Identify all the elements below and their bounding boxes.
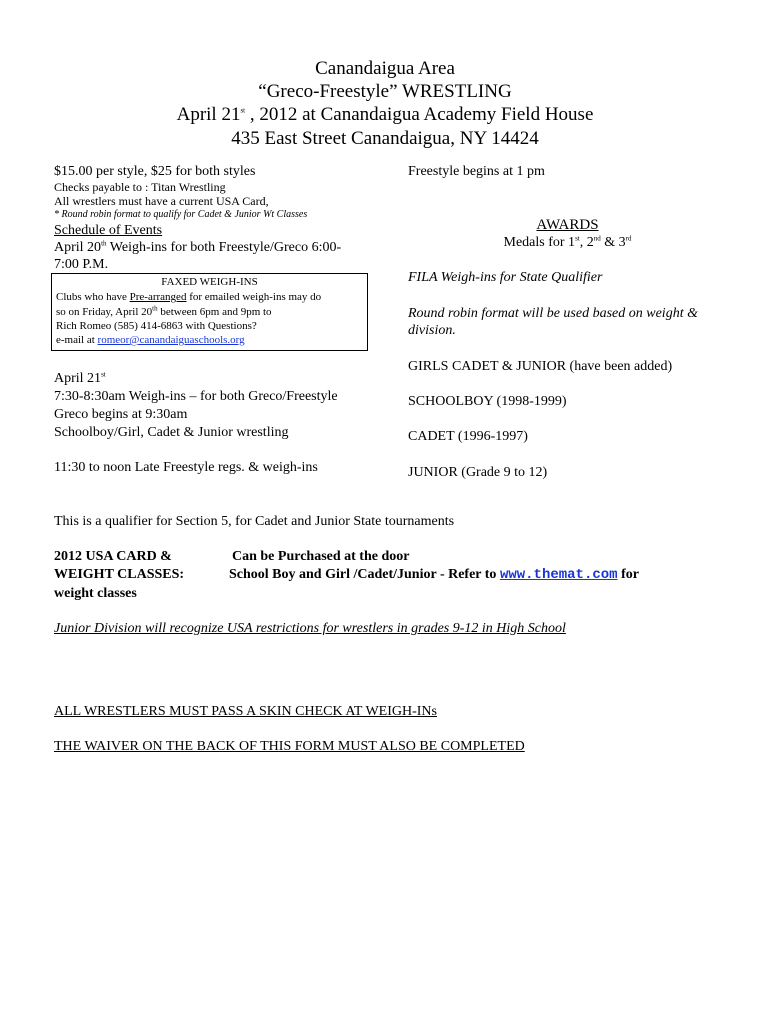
refer-text bbox=[229, 566, 639, 584]
qualifier-text: This is a qualifier for Section 5, for Cadet and Junior State tournaments bbox=[54, 514, 455, 529]
waiver-notice: THE WAIVER ON THE BACK OF THIS FORM MUST ALSO BE COMPLETED bbox=[54, 739, 525, 754]
junior-division: JUNIOR (Grade 9 to 12) bbox=[408, 465, 548, 480]
faxed-line-3: Rich Romeo (585) 414-6863 with Questions? bbox=[56, 320, 257, 332]
cadet-division: CADET (1996-1997) bbox=[408, 429, 528, 444]
schoolboy-division: SCHOOLBOY (1998-1999) bbox=[408, 394, 567, 409]
refer-pre: School Boy and Girl /Cadet/Junior - Refer to bbox=[229, 567, 500, 582]
april-21-suffix: st bbox=[101, 370, 106, 379]
usa-card-label-2: WEIGHT CLASSES: bbox=[54, 567, 185, 582]
faxed-line-1-pre: Clubs who have bbox=[56, 291, 130, 303]
medals-mid-2: & 3 bbox=[600, 235, 626, 250]
faxed-weighins-title: FAXED WEIGH-INS bbox=[161, 276, 258, 288]
round-robin-line-2: division. bbox=[408, 323, 456, 338]
girls-division: GIRLS CADET & JUNIOR (have been added) bbox=[408, 359, 673, 374]
faxed-line-2 bbox=[56, 306, 272, 319]
medals-sup-3: rd bbox=[625, 234, 632, 243]
faxed-line-2-suffix: th bbox=[152, 304, 158, 313]
usa-card-text: All wrestlers must have a current USA Card, bbox=[54, 194, 269, 208]
junior-division-note: Junior Division will recognize USA restrictions for wrestlers in grades 9-12 in High School bbox=[54, 621, 566, 636]
awards-heading: AWARDS bbox=[536, 217, 599, 233]
themat-link[interactable]: www.themat.com bbox=[499, 567, 618, 583]
header-venue: , 2012 at Canandaigua Academy Field House bbox=[245, 104, 594, 125]
header-date: April 21 bbox=[176, 104, 241, 125]
header-line-4: 435 East Street Canandaigua, NY 14424 bbox=[231, 128, 539, 149]
medals-text bbox=[405, 234, 730, 251]
faxed-line-2-pre: so on Friday, April 20 bbox=[56, 306, 153, 318]
usa-card-label-3: weight classes bbox=[54, 586, 137, 601]
april-21-weighins-time: 7:30-8:30am Weigh-ins bbox=[54, 389, 186, 404]
freestyle-begins: Freestyle begins at 1 pm bbox=[408, 164, 545, 179]
purchase-text: Can be Purchased at the door bbox=[232, 549, 410, 564]
usa-card-label-1: 2012 USA CARD & bbox=[54, 549, 172, 564]
faxed-line-4 bbox=[56, 334, 245, 347]
april-20-suffix: th bbox=[101, 239, 107, 248]
medals-sup-2: nd bbox=[593, 234, 601, 243]
header-line-2: “Greco-Freestyle” WRESTLING bbox=[258, 81, 512, 102]
april-20-date: April 20 bbox=[54, 240, 102, 255]
header-date-suffix: st bbox=[240, 106, 246, 115]
april-20-time: 7:00 P.M. bbox=[54, 257, 109, 272]
fee-text: $15.00 per style, $25 for both styles bbox=[54, 164, 256, 179]
april-21-date: April 21 bbox=[54, 371, 102, 386]
faxed-line-2-post: between 6pm and 9pm to bbox=[157, 306, 272, 318]
medals-mid-1: , 2 bbox=[579, 235, 594, 250]
round-robin-line-1: Round robin format will be used based on weight & bbox=[408, 306, 698, 321]
april-20-weighins bbox=[54, 239, 341, 256]
faxed-line-1 bbox=[56, 291, 321, 304]
round-robin-note: * Round robin format to qualify for Cadet & Junior Wt Classes bbox=[54, 209, 308, 220]
header-line-3 bbox=[0, 104, 770, 126]
schedule-heading: Schedule of Events bbox=[54, 223, 163, 238]
skin-check-notice: ALL WRESTLERS MUST PASS A SKIN CHECK AT WEIGH-INs bbox=[54, 704, 437, 719]
april-21-heading bbox=[54, 370, 106, 387]
april-21-weighins bbox=[54, 388, 338, 405]
divisions-text: Schoolboy/Girl, Cadet & Junior wrestling bbox=[54, 425, 289, 440]
email-link[interactable]: romeor@canandaiguaschools.org bbox=[97, 334, 245, 346]
medals-pre: Medals for 1 bbox=[503, 235, 576, 250]
greco-begins: Greco begins at 9:30am bbox=[54, 407, 188, 422]
april-21-weighins-rest: – for both Greco/Freestyle bbox=[186, 389, 338, 404]
checks-payable-text: Checks payable to : Titan Wrestling bbox=[54, 180, 226, 194]
medals-sup-1: st bbox=[575, 234, 580, 243]
april-20-details: Weigh-ins for both Freestyle/Greco 6:00- bbox=[106, 240, 342, 255]
faxed-line-1-post: for emailed weigh-ins may do bbox=[186, 291, 322, 303]
header-line-1: Canandaigua Area bbox=[315, 58, 455, 79]
refer-post: for bbox=[617, 567, 639, 582]
fila-weighins: FILA Weigh-ins for State Qualifier bbox=[408, 270, 603, 285]
email-label: e-mail at bbox=[56, 334, 98, 346]
faxed-prearranged: Pre-arranged bbox=[129, 291, 187, 303]
late-regs: 11:30 to noon Late Freestyle regs. & weigh-ins bbox=[54, 460, 318, 475]
